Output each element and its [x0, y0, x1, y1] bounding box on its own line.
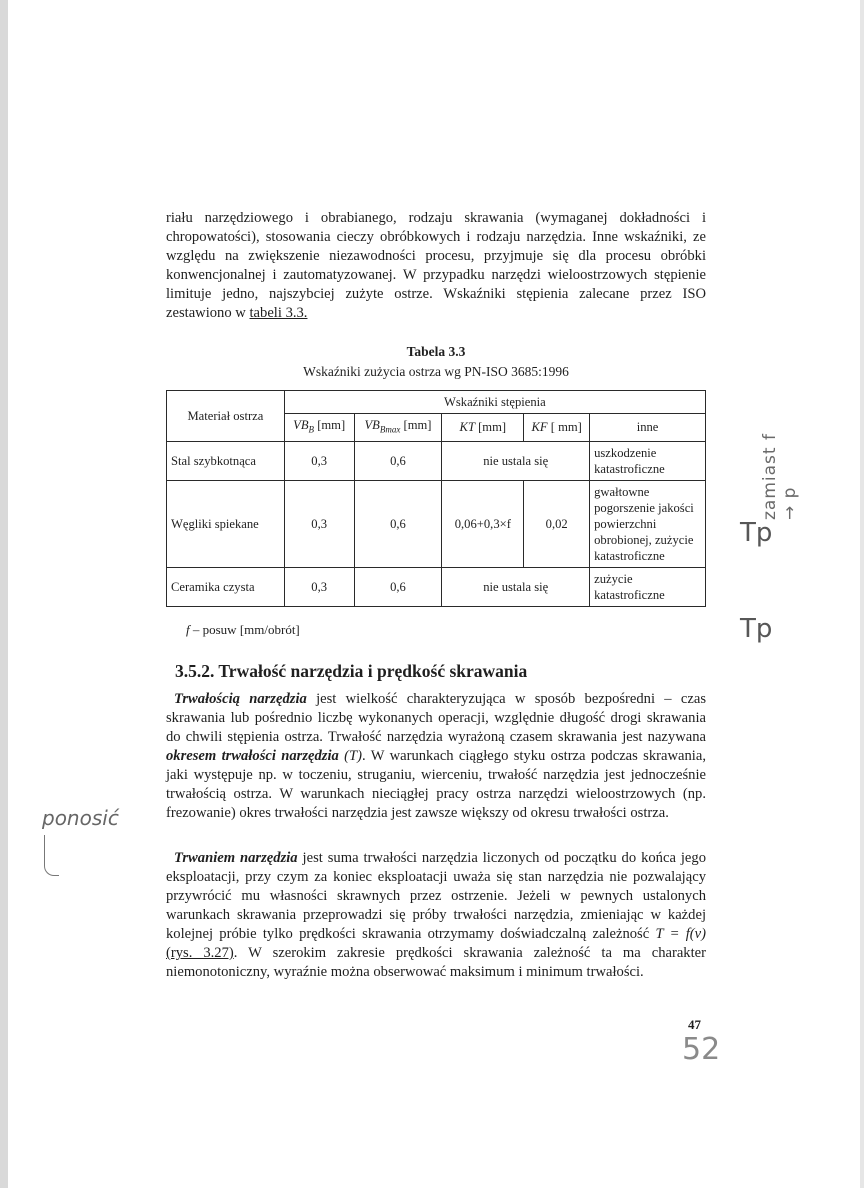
row-vb: 0,3 [284, 441, 354, 480]
figure-reference-link[interactable]: (rys. 3.27) [166, 945, 234, 961]
row-vb: 0,3 [284, 480, 354, 567]
table-title: Wskaźniki zużycia ostrza wg PN-ISO 3685:1996 [303, 364, 569, 379]
handwritten-tp-1: Tp [740, 518, 773, 548]
header-group: Wskaźniki stępienia [284, 391, 705, 414]
paragraph-tool-life: Trwałością narzędzia jest wielkość charakteryzująca w sposób bezpośredni – czas skrawania lub pośrednio liczbę wykonanych operacji, względnie długość drogi skrawania do chwili stępienia ostrza. Trwałość narzędzia wyrażoną czasem skrawania jest nazywana okresem trwałości narzędzia (T). W warunkach ciągłego styku ostrza podczas skrawania, jaki występuje np. w toczeniu, struganiu, wierceniu, trwałość narzędzia jest jednocześnie trwałością ostrza. W warunkach nieciągłej pracy ostrza narzędzi wieloostrzowych (np. frezowanie) okres trwałości narzędzia jest zawsze większy od okresu trwałości ostrza. [166, 691, 706, 821]
handwritten-note-left: ponosić [42, 806, 119, 830]
paragraph-top-text: riału narzędziowego i obrabianego, rodzaju skrawania (wymaganej dokładności i chropowatości), stosowania cieczy obróbkowych i rodzaju narzędzia. Inne wskaźniki, ze względu na zwiększenie niezawodności procesu, przyjmuje się dla procesu obróbki konwencjonalnej i zautomatyzowanej. W przypadku narzędzi wieloostrzowych stępienie limituje jedno, najszybciej zużyte ostrze. Wskaźniki stępienia zalecane przez ISO zestawiono w [166, 210, 706, 321]
row-inne: uszkodzenie katastroficzne [590, 441, 706, 480]
row-inne: gwałtowne pogorszenie jakości powierzchni obrobionej, zużycie katastroficzne [590, 480, 706, 567]
row-kt: 0,06+0,3×f [442, 480, 524, 567]
row-material: Ceramika czysta [167, 567, 285, 606]
header-vbmax: $VB_{Bmax}$ [mm] [354, 414, 442, 442]
term-okres-trwalosci: okresem trwałości narzędzia [166, 748, 339, 764]
row-inne: zużycie katastroficzne [590, 567, 706, 606]
row-vbmax: 0,6 [354, 480, 442, 567]
handwritten-page-number: 52 [682, 1032, 721, 1067]
paragraph-tool-span: Trwaniem narzędzia jest suma trwałości narzędzia liczonych od początku do końca jego eksploatacji, przy czym za koniec eksploatacji uważa się stan narzędzia nie pozwalający przywrócić mu własności skrawnych przez ostrzenie. Jeżeli w pewnych ustalonych warunkach skrawania przeprowadzi się próby trwałości narzędzia, zmieniając w każdej kolejnej próbie tylko prędkości skrawania otrzymamy doświadczalną zależność T = f(v) (rys. 3.27). W szerokim zakresie prędkości skrawania zależność ta ma charakter niemonotoniczny, wyraźnie można obserwować maksimum i minimum trwałości. [166, 850, 706, 980]
row-kt-kf: nie ustala się [442, 567, 590, 606]
row-vb: 0,3 [284, 567, 354, 606]
handwritten-tp-2: Tp [740, 614, 773, 644]
header-vb: $VB_B$ [mm] [284, 414, 354, 442]
table-row [167, 441, 706, 480]
table-row [167, 567, 706, 606]
row-material: Węgliki spiekane [167, 480, 285, 567]
scan-edge-left [0, 0, 8, 1188]
handwritten-bracket [44, 835, 59, 876]
wear-indicators-table [166, 390, 706, 607]
row-material: Stal szybkotnąca [167, 441, 285, 480]
table-label: Tabela 3.3 [406, 344, 466, 359]
term-trwalosc: Trwałością narzędzia [174, 691, 307, 707]
row-kf: 0,02 [524, 480, 590, 567]
paragraph-top [166, 209, 706, 323]
table-header-row [167, 391, 706, 414]
handwritten-note-right: zamiast f → p [760, 433, 800, 520]
header-kf: KF [ mm] [524, 414, 590, 442]
scan-edge-right [860, 0, 864, 1188]
table-reference-link[interactable]: tabeli 3.3. [249, 305, 308, 321]
header-kt: KT [mm] [442, 414, 524, 442]
term-trwanie: Trwaniem narzędzia [174, 850, 298, 866]
footnote-symbol: f [186, 622, 190, 637]
row-vbmax: 0,6 [354, 441, 442, 480]
row-kt-kf: nie ustala się [442, 441, 590, 480]
formula: T = f(v) [655, 926, 706, 942]
header-inne: inne [590, 414, 706, 442]
table-row [167, 480, 706, 567]
row-vbmax: 0,6 [354, 567, 442, 606]
footnote-text: – posuw [mm/obrót] [189, 622, 300, 637]
page-number: 47 [688, 1017, 701, 1032]
header-material: Materiał ostrza [167, 391, 285, 442]
section-heading: 3.5.2. Trwałość narzędzia i prędkość skrawania [175, 661, 528, 681]
table-footnote [186, 622, 300, 638]
